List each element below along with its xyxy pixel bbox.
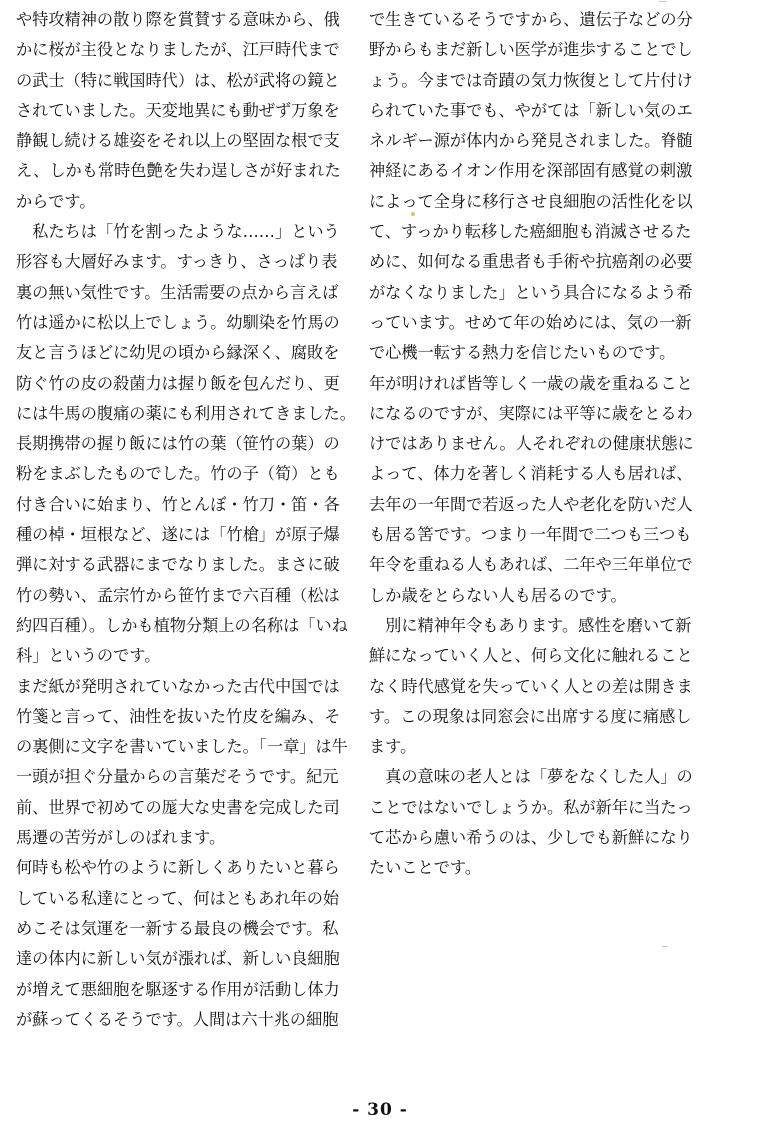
text-line: かに桜が主役となりましたが、江戸時代まで (16, 40, 340, 60)
text-line: 神経にあるイオン作用を深部固有感覚の刺激 (369, 161, 693, 181)
left-text-column (16, 5, 356, 1035)
page-number: - 30 - (352, 1100, 408, 1120)
text-line: 野からもまだ新しい医学が進歩することでし (369, 40, 693, 60)
text-line: 竹の勢い、孟宗竹から笹竹まで六百種（松は (16, 585, 340, 605)
text-line: も居る筈です。つまり一年間で二つも三つも (369, 525, 692, 545)
text-line: 一頭が担ぐ分量からの言葉だそうです。紀元 (16, 767, 339, 787)
text-line: ます。 (369, 737, 417, 757)
paragraph (16, 672, 352, 854)
text-line: 何時も松や竹のように新しくありたいと暮ら (16, 858, 340, 878)
text-line: 私たちは「竹を割ったような……」という (16, 222, 340, 242)
text-line: ことではないでしょうか。私が新年に当たっ (369, 797, 693, 817)
text-line: 粉をまぶしたものでした。竹の子（筍）とも (16, 464, 340, 484)
text-line: の裏側に文字を書いていました。「一章」は牛 (16, 737, 348, 757)
text-line: 別に精神年令もあります。感性を磨いて新 (369, 615, 692, 635)
text-line: になるのですが、実際には平等に歳をとるわ (369, 403, 693, 423)
text-line: 長期携帯の握り飯には竹の葉（笹竹の葉）の (16, 434, 340, 454)
text-line: によって全身に移行させ良細胞の活性化を以 (369, 191, 693, 211)
text-line: で心機一転する熱力を信じたいものです。 (369, 343, 676, 363)
text-line: っています。せめて年の始めには、気の一新 (369, 312, 692, 332)
text-line: 達の体内に新しい気が漲れば、新しい良細胞 (16, 949, 340, 969)
text-line: られていた事でも、やがては「新しい気のエ (369, 100, 693, 120)
text-line: や特攻精神の散り際を賞賛する意味から、俄 (16, 10, 340, 29)
text-line: て、すっかり転移した癌細胞も消滅させるた (369, 222, 692, 242)
paragraph (369, 762, 705, 883)
text-line: まだ紙が発明されていなかった古代中国では (16, 676, 340, 696)
text-line: 友と言うほどに幼児の頃から縁深く、腐敗を (16, 343, 340, 363)
text-line: 種の棹・垣根など、遂には「竹槍」が原子爆 (16, 525, 340, 545)
text-line: 約四百種）。しかも植物分類上の名称は「いね (16, 615, 348, 635)
text-line: で生きているそうですから、遺伝子などの分 (369, 10, 693, 29)
text-line: 真の意味の老人とは「夢をなくした人」の (369, 767, 693, 787)
text-line: 鮮になっていく人と、何ら文化に触れること (369, 646, 693, 666)
scan-mark (662, 946, 668, 947)
text-line: よって、体力を著しく消耗する人も居れば、 (369, 464, 693, 484)
text-line: めに、如何なる重患者も手術や抗癌剤の必要 (369, 252, 693, 272)
text-line: え、しかも常時色艶を失わ逞しさが好まれた (16, 161, 341, 181)
scan-mark (659, 1, 667, 2)
text-line: 前、世界で初めての厖大な史書を完成した司 (16, 797, 340, 817)
text-line: の武士（特に戦国時代）は、松が武将の鏡と (16, 70, 340, 90)
text-line: ネルギー源が体内から発見されました。脊髄 (369, 131, 693, 151)
paragraph (369, 369, 705, 611)
text-line: 竹箋と言って、油性を抜いた竹皮を編み、そ (16, 706, 341, 726)
text-line: けではありません。人それぞれの健康状態に (369, 434, 694, 454)
paragraph (16, 853, 352, 1035)
right-text-column (369, 5, 705, 884)
text-line: されていました。天変地異にも動ぜず万象を (16, 100, 340, 120)
text-line: 竹は遥かに松以上でしょう。幼馴染を竹馬の (16, 312, 340, 332)
text-line: 裏の無い気性です。生活需要の点から言えば (16, 282, 339, 302)
text-line: からです。 (16, 191, 96, 211)
text-line: 去年の一年間で若返った人や老化を防いだ人 (369, 494, 693, 514)
paragraph (369, 5, 705, 369)
text-line: めこそは気運を一新する最良の機会です。私 (16, 918, 339, 938)
text-line: がなくなりました」という具合になるよう希 (369, 282, 693, 302)
text-line: 形容も大層好みます。すっきり、さっぱり表 (16, 252, 338, 272)
text-line: 付き合いに始まり、竹とんぼ・竹刀・笛・各 (16, 494, 340, 514)
text-line: している私達にとって、何はともあれ年の始 (16, 888, 340, 908)
text-line: 科」というのです。 (16, 646, 161, 666)
text-line: が蘇ってくるそうです。人間は六十兆の細胞 (16, 1009, 339, 1029)
text-line: しか歳をとらない人も居るのです。 (369, 585, 627, 605)
text-line: ょう。今までは奇蹟の気力恢復として片付け (369, 70, 693, 90)
text-line: 防ぐ竹の皮の殺菌力は握り飯を包んだり、更 (16, 373, 340, 393)
text-line: が増えて悪細胞を駆逐する作用が活動し体力 (16, 979, 340, 999)
paragraph (16, 217, 356, 671)
text-line: 年令を重ねる人もあれば、二年や三年単位で (369, 555, 693, 575)
text-line: す。この現象は同窓会に出席する度に痛感し (369, 706, 692, 726)
text-line: なく時代感覚を失っていく人との差は開きま (369, 676, 693, 696)
text-line: て芯から慮い希うのは、少しでも新鮮になり (369, 828, 693, 848)
scan-speck (411, 212, 415, 216)
text-line: 弾に対する武器にまでなりました。まさに破 (16, 555, 340, 575)
text-line: 静観し続ける雄姿をそれ以上の堅固な根で支 (16, 131, 340, 151)
paragraph (16, 5, 352, 217)
paragraph (369, 611, 705, 762)
text-line: 馬遷の苦労がしのばれます。 (16, 828, 226, 848)
text-line: 年が明ければ皆等しく一歳の歳を重ねること (369, 373, 693, 393)
text-line: には牛馬の腹痛の薬にも利用されてきました。 (16, 403, 356, 423)
text-line: たいことです。 (369, 858, 482, 878)
